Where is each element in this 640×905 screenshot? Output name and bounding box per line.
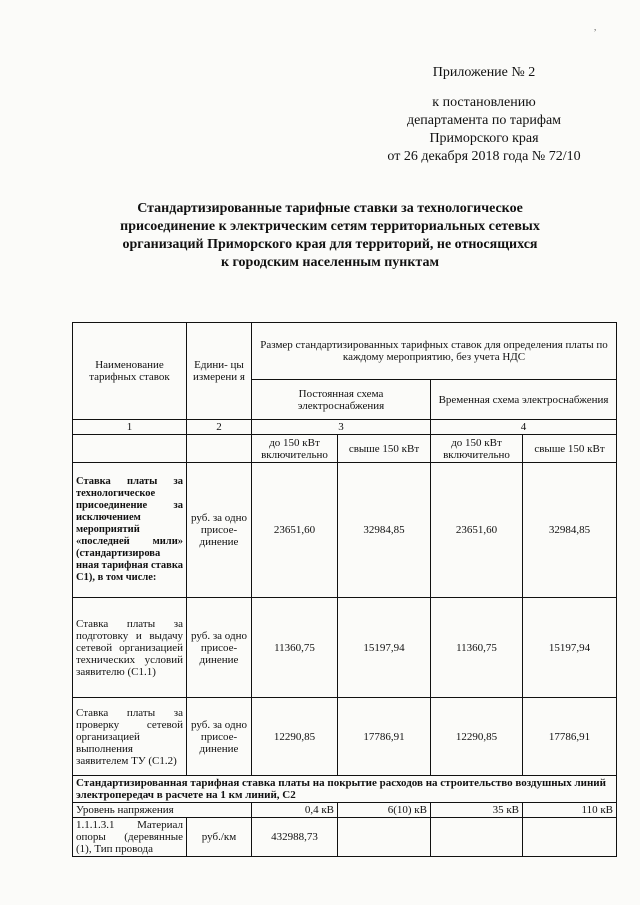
row-unit: руб. за одно присое- динение (187, 698, 252, 776)
appendix-block (384, 64, 584, 166)
row-value: 32984,85 (338, 463, 431, 598)
header-upto150: до 150 кВт включительно (252, 435, 338, 463)
appendix-line: к постановлению (432, 95, 536, 110)
row-value: 23651,60 (431, 463, 523, 598)
appendix-line: от 26 декабря 2018 года № 72/10 (387, 149, 581, 164)
row-name: Ставка платы за проверку сетевой организацией выполнения заявителем ТУ (С1.2) (73, 698, 187, 776)
row-unit: руб. за одно присое- динение (187, 598, 252, 698)
row-name: Ставка платы за технологическое присоединение за исключением мероприятий «последней мили» (стандартизирова нная тарифная ставка С1), в том числе: (73, 463, 187, 598)
row-value: 12290,85 (431, 698, 523, 776)
row-value: 32984,85 (523, 463, 617, 598)
document-title: Стандартизированные тарифные ставки за технологическое присоединение к электрическим сетям территориальных сетевых организаций Приморского края для территорий, не относящихся к городским населенным пунктам (120, 201, 540, 270)
header-temporary: Временная схема электроснабжения (431, 380, 617, 420)
table-row (73, 598, 617, 698)
header-unit: Едини- цы измерени я (187, 323, 252, 420)
row-name: 1.1.1.3.1 Материал опоры (деревянные (1), Тип провода (73, 818, 187, 857)
row-value: 17786,91 (523, 698, 617, 776)
row-value: 11360,75 (431, 598, 523, 698)
appendix-number: Приложение № 2 (432, 65, 536, 80)
voltage-level: 6(10) кВ (338, 803, 431, 818)
header-size: Размер стандартизированных тарифных ставок для определения платы по каждому мероприятию, без учета НДС (252, 323, 617, 380)
row-value: 432988,73 (252, 818, 338, 857)
header-permanent: Постоянная схема электроснабжения (252, 380, 431, 420)
c2-section-header: Стандартизированная тарифная ставка платы на покрытие расходов на строительство воздушных линий электропередач в расчете на 1 км линий, С2 (73, 776, 617, 803)
tariff-table (72, 322, 617, 857)
empty-cell (523, 818, 617, 857)
table-row (73, 698, 617, 776)
voltage-level: 110 кВ (523, 803, 617, 818)
appendix-line: департамента по тарифам (406, 113, 562, 128)
row-value: 15197,94 (338, 598, 431, 698)
empty-cell (73, 435, 187, 463)
column-number: 2 (187, 420, 252, 435)
voltage-label: Уровень напряжения (73, 803, 252, 818)
appendix-line: Приморского края (429, 131, 539, 146)
header-name: Наименование тарифных ставок (73, 323, 187, 420)
column-number: 3 (252, 420, 431, 435)
voltage-level: 0,4 кВ (252, 803, 338, 818)
voltage-level: 35 кВ (431, 803, 523, 818)
corner-mark: , (594, 22, 597, 32)
row-value: 12290,85 (252, 698, 338, 776)
row-unit: руб./км (187, 818, 252, 857)
row-unit: руб. за одно присое- динение (187, 463, 252, 598)
row-name: Ставка платы за подготовку и выдачу сетевой организацией технических условий заявителю (С1.1) (73, 598, 187, 698)
empty-cell (338, 818, 431, 857)
table-row (73, 818, 617, 857)
row-value: 17786,91 (338, 698, 431, 776)
row-value: 23651,60 (252, 463, 338, 598)
header-upto150: до 150 кВт включительно (431, 435, 523, 463)
empty-cell (187, 435, 252, 463)
empty-cell (431, 818, 523, 857)
header-over150: свыше 150 кВт (523, 435, 617, 463)
header-over150: свыше 150 кВт (338, 435, 431, 463)
row-value: 15197,94 (523, 598, 617, 698)
row-value: 11360,75 (252, 598, 338, 698)
table-row (73, 463, 617, 598)
column-number: 1 (73, 420, 187, 435)
column-number: 4 (431, 420, 617, 435)
